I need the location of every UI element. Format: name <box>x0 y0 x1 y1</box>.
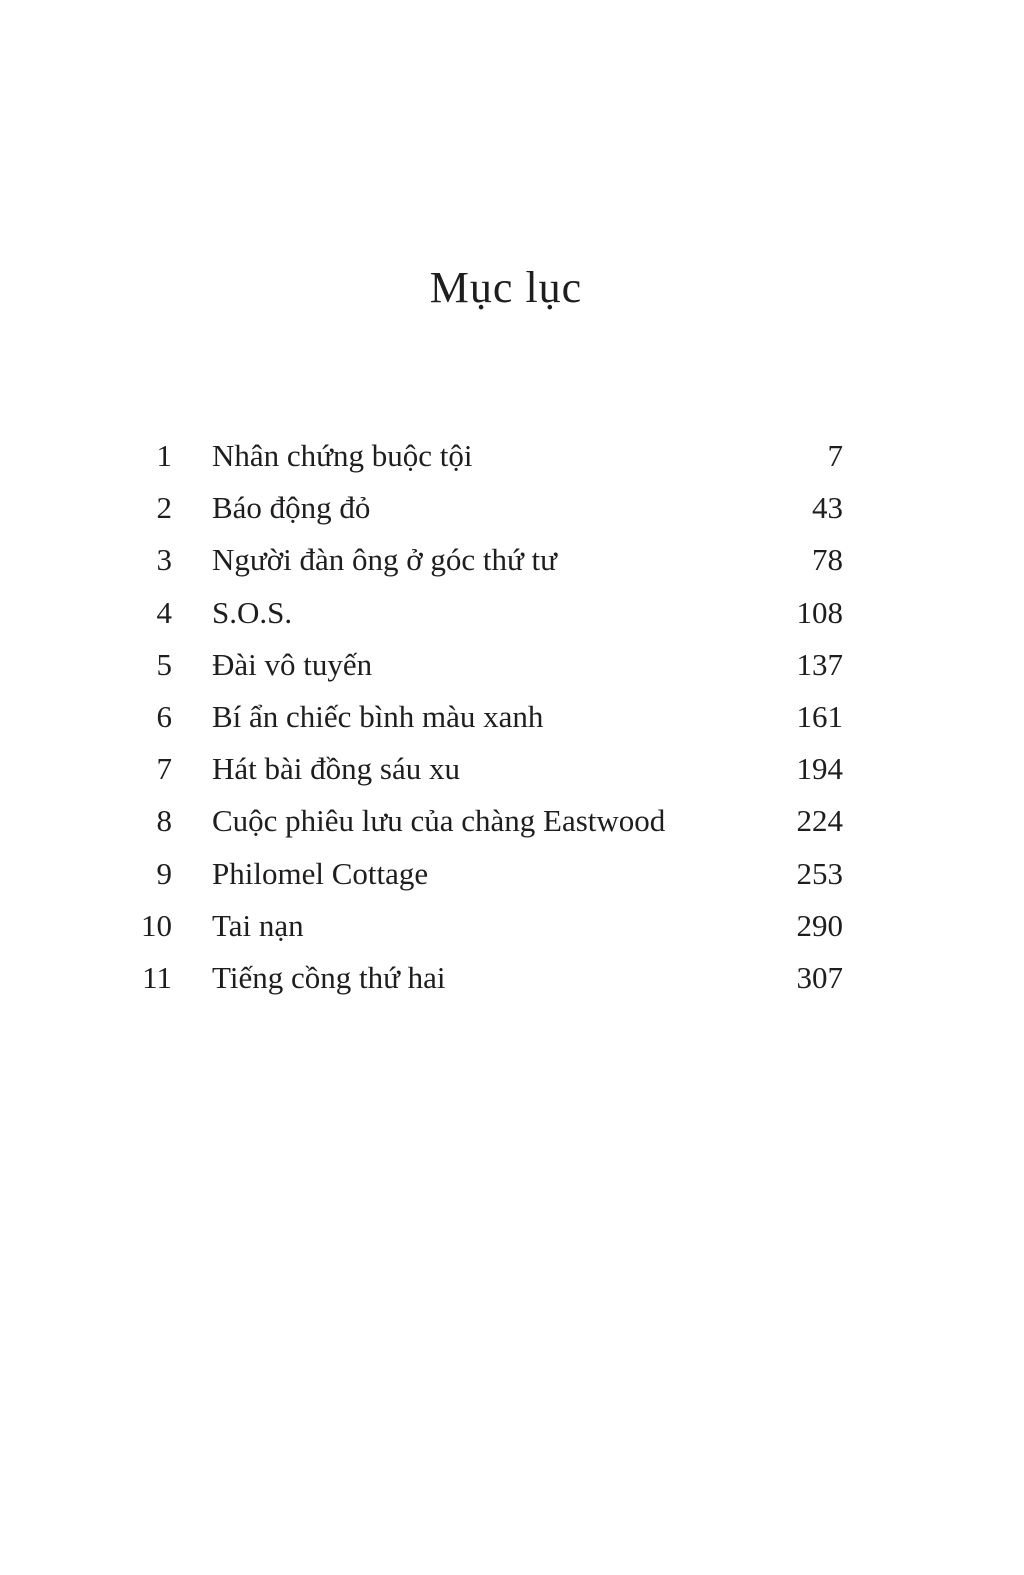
chapter-number: 11 <box>142 959 172 995</box>
chapter-title: Đài vô tuyến <box>212 646 373 682</box>
page-number: 43 <box>812 490 843 526</box>
toc-entry <box>130 534 846 586</box>
toc-entry <box>130 691 846 743</box>
chapter-title: Philomel Cottage <box>212 855 429 891</box>
chapter-number: 3 <box>156 542 172 578</box>
toc-entry <box>130 848 846 900</box>
page-number: 307 <box>796 959 843 995</box>
chapter-number: 6 <box>156 698 172 734</box>
chapter-title: Người đàn ông ở góc thứ tư <box>212 542 557 578</box>
toc-entry <box>130 743 846 795</box>
chapter-title: Hát bài đồng sáu xu <box>212 751 460 787</box>
chapter-number: 9 <box>156 855 172 891</box>
chapter-number: 7 <box>156 751 172 787</box>
page-number: 108 <box>796 594 843 630</box>
page-number: 253 <box>796 855 843 891</box>
table-of-contents <box>130 430 846 1004</box>
toc-entry <box>130 795 846 847</box>
chapter-title: Tiếng cồng thứ hai <box>212 959 446 995</box>
chapter-title: Nhân chứng buộc tội <box>212 438 473 473</box>
chapter-number: 10 <box>141 907 172 943</box>
page-title: Mục lục <box>429 263 583 312</box>
page-number: 194 <box>796 751 843 787</box>
toc-entry <box>130 639 846 691</box>
page-number: 7 <box>827 438 843 473</box>
toc-entry <box>130 952 846 1004</box>
chapter-number: 8 <box>156 803 172 839</box>
page-number: 137 <box>796 646 843 682</box>
toc-entry <box>130 430 846 482</box>
page-number: 161 <box>796 698 843 734</box>
chapter-title: Bí ẩn chiếc bình màu xanh <box>212 698 544 734</box>
chapter-title: Báo động đỏ <box>212 490 371 526</box>
page-number: 290 <box>796 907 843 943</box>
chapter-number: 1 <box>156 438 172 473</box>
chapter-number: 2 <box>156 490 172 526</box>
page-number: 78 <box>812 542 843 578</box>
toc-entry <box>130 900 846 952</box>
chapter-number: 4 <box>156 594 172 630</box>
chapter-number: 5 <box>156 646 172 682</box>
chapter-title: Cuộc phiêu lưu của chàng Eastwood <box>212 803 666 839</box>
chapter-title: Tai nạn <box>212 907 304 943</box>
toc-entry <box>130 587 846 639</box>
chapter-title: S.O.S. <box>212 594 293 630</box>
toc-entry <box>130 482 846 534</box>
page-number: 224 <box>796 803 843 839</box>
